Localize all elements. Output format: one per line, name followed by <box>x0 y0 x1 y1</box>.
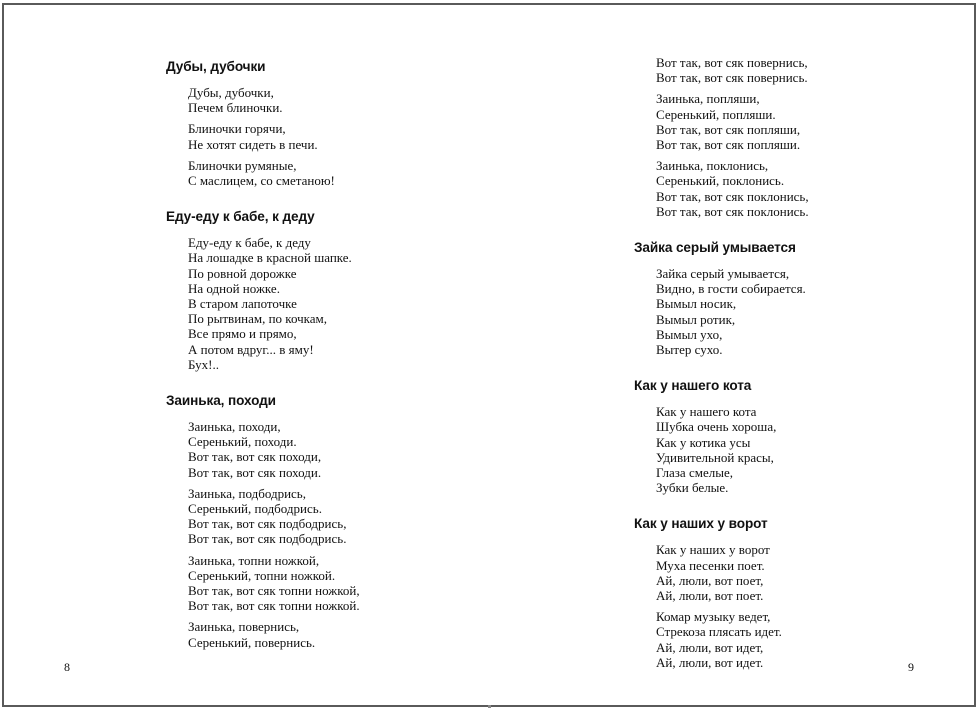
verse-line: Вот так, вот сяк попляши. <box>656 137 801 153</box>
verse-line: Комар музыку ведет, <box>656 609 771 625</box>
stanza <box>188 85 466 115</box>
verse-line: А потом вдруг... в яму! <box>188 341 314 357</box>
poem <box>634 515 934 670</box>
verse-line: Серенький, топни ножкой. <box>188 567 336 583</box>
verse-line: На лошадке в красной шапке. <box>188 250 352 266</box>
verse-line: Ай, люли, вот поет, <box>656 572 764 588</box>
stanza <box>656 609 934 670</box>
verse-line: Как у наших у ворот <box>656 542 770 558</box>
verse-line: Ай, люли, вот поет. <box>656 588 764 604</box>
verse-line: Бух!.. <box>188 356 219 372</box>
poem-continuation <box>634 55 934 219</box>
verse-line: Глаза смелые, <box>656 465 733 481</box>
verse-line: Вот так, вот сяк походи. <box>188 464 322 480</box>
right-page <box>494 5 976 705</box>
verse-line: Вымыл ухо, <box>656 326 723 342</box>
verse-line: Вот так, вот сяк подбодрись, <box>188 516 347 532</box>
verse-line: Серенький, попляши. <box>656 106 776 122</box>
verse-line: Серенький, поклонись. <box>656 173 785 189</box>
verse-line: Как у нашего кота <box>656 404 757 420</box>
poem-title: Зайка серый умывается <box>634 240 796 256</box>
stanza <box>656 55 934 85</box>
gutter-mark <box>488 705 491 708</box>
verse-line: Вот так, вот сяк походи, <box>188 449 322 465</box>
page-number-right: 9 <box>908 660 914 674</box>
stanza <box>188 619 466 649</box>
verse-line: Дубы, дубочки, <box>188 85 274 100</box>
verse-line: Все прямо и прямо, <box>188 326 297 342</box>
verse-line: Вытер сухо. <box>656 342 723 358</box>
verse-line: На одной ножке. <box>188 280 280 296</box>
stanza <box>656 404 934 495</box>
verse-line: Удивительной красы, <box>656 449 774 465</box>
verse-line: Вот так, вот сяк топни ножкой. <box>188 598 360 614</box>
poem-title: Как у наших у ворот <box>634 516 768 532</box>
verse-line: Вот так, вот сяк попляши, <box>656 121 801 137</box>
verse-line: Муха песенки поет. <box>656 557 765 573</box>
stanza <box>188 486 466 547</box>
verse-line: Заинька, повернись, <box>188 619 300 635</box>
verse-line: Заинька, топни ножкой, <box>188 552 320 568</box>
poem-title: Дубы, дубочки <box>166 59 266 74</box>
stanza <box>656 542 934 603</box>
page-number-left: 8 <box>64 660 70 674</box>
verse-line: Зубки белые. <box>656 480 729 496</box>
verse-line: Как у котика усы <box>656 434 751 450</box>
stanza <box>188 158 466 188</box>
verse-line: Видно, в гости собирается. <box>656 281 806 297</box>
verse-line: Вот так, вот сяк топни ножкой, <box>188 583 360 599</box>
verse-line: Ай, люли, вот идет. <box>656 654 764 670</box>
book-spread <box>2 3 976 707</box>
verse-line: Вымыл ротик, <box>656 311 736 327</box>
stanza <box>188 235 466 372</box>
verse-line: Вот так, вот сяк повернись. <box>656 70 808 86</box>
verse-line: Шубка очень хороша, <box>656 419 777 435</box>
verse-line: Вот так, вот сяк повернись, <box>656 55 808 70</box>
left-page <box>4 5 494 705</box>
stanza <box>188 553 466 614</box>
right-page-text <box>634 55 934 690</box>
verse-line: Печем блиночки. <box>188 100 283 116</box>
verse-line: Заинька, поклонись, <box>656 158 769 174</box>
verse-line: Вот так, вот сяк подбодрись. <box>188 531 347 547</box>
verse-line: Ай, люли, вот идет, <box>656 639 764 655</box>
poem-title: Заинька, походи <box>166 393 276 409</box>
verse-line: Блиночки румяные, <box>188 157 297 173</box>
stanza <box>188 121 466 151</box>
verse-line: Вот так, вот сяк поклонись, <box>656 188 809 204</box>
verse-line: По рытвинам, по кочкам, <box>188 311 328 327</box>
verse-line: С маслицем, со сметаною! <box>188 173 335 189</box>
stanza <box>656 266 934 357</box>
verse-line: Стрекоза плясать идет. <box>656 624 782 640</box>
verse-line: Зайка серый умывается, <box>656 266 790 282</box>
poem <box>166 208 466 372</box>
poem-title: Как у нашего кота <box>634 378 752 394</box>
verse-line: Заинька, попляши, <box>656 91 760 107</box>
verse-line: Серенький, подбодрись. <box>188 501 322 517</box>
verse-line: Еду-еду к бабе, к деду <box>188 235 311 251</box>
poem <box>166 392 466 650</box>
left-page-text <box>166 58 466 670</box>
verse-line: Не хотят сидеть в печи. <box>188 136 318 152</box>
verse-line: Заинька, подбодрись, <box>188 485 306 501</box>
stanza <box>188 419 466 480</box>
poem-title: Еду-еду к бабе, к деду <box>166 209 315 225</box>
verse-line: Вот так, вот сяк поклонись. <box>656 203 809 219</box>
verse-line: Блиночки горячи, <box>188 121 286 137</box>
verse-line: Заинька, походи, <box>188 419 281 435</box>
verse-line: Серенький, повернись. <box>188 634 316 650</box>
verse-line: Вымыл носик, <box>656 296 737 312</box>
stanza <box>656 158 934 219</box>
verse-line: В старом лапоточке <box>188 296 297 312</box>
poem <box>634 377 934 495</box>
stanza <box>656 91 934 152</box>
verse-line: Серенький, походи. <box>188 434 297 450</box>
poem <box>634 239 934 357</box>
poem <box>166 58 466 188</box>
verse-line: По ровной дорожке <box>188 265 297 281</box>
